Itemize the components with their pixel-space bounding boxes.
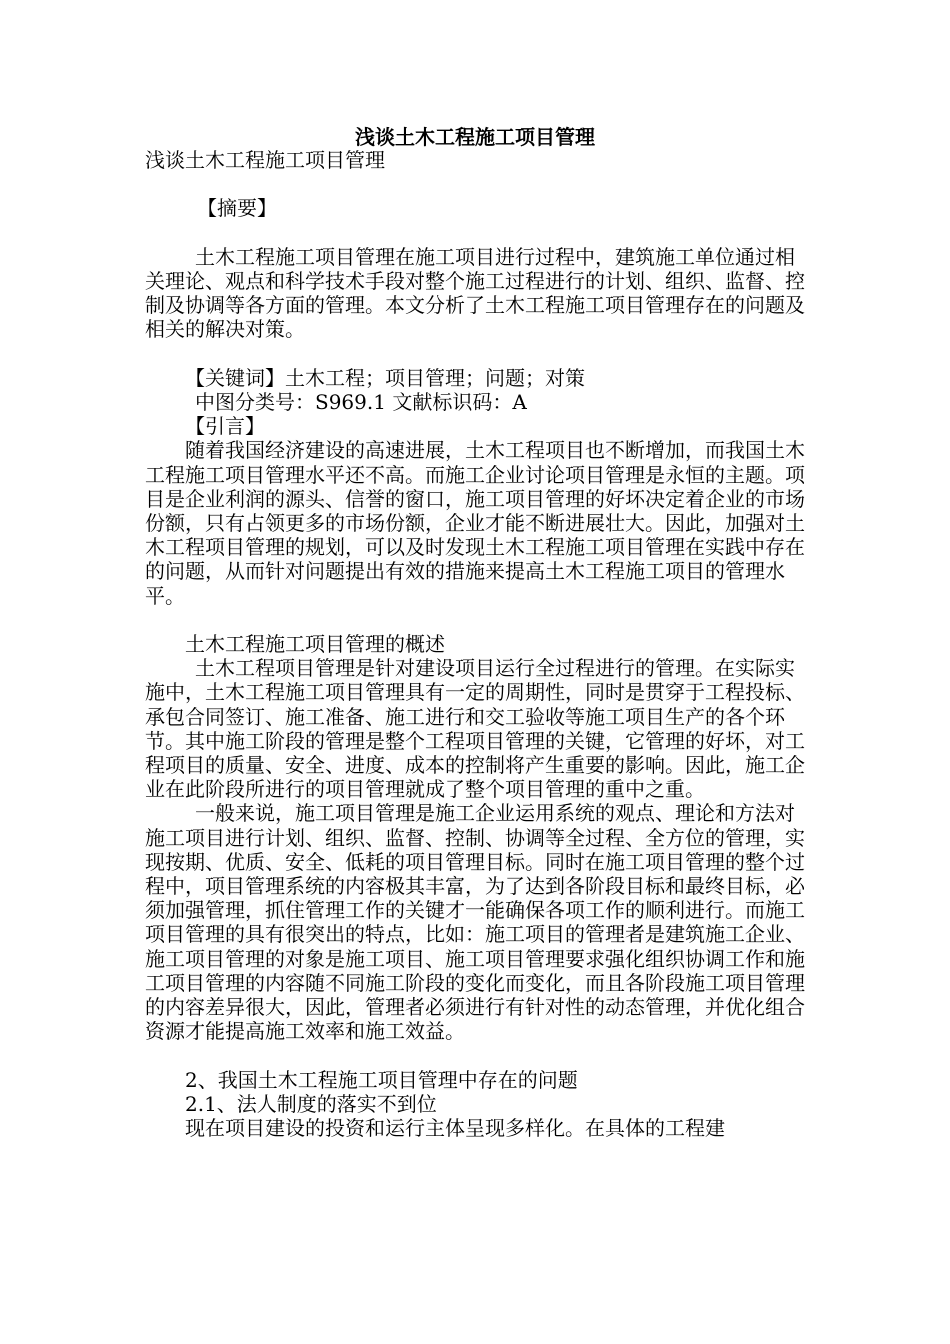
blank-line (145, 221, 810, 245)
blank-line (145, 608, 810, 632)
document-body (145, 148, 810, 1140)
overview-paragraph-1: 土木工程项目管理是针对建设项目运行全过程进行的管理。在实际实施中，土木工程施工项目管理具有一定的周期性，同时是贯穿于工程投标、承包合同签订、施工准备、施工进行和交工验收等施工项目生产的各个环节。其中施工阶段的管理是整个工程项目管理的关键，它管理的好坏，对工程项目的质量、安全、进度、成本的控制将产生重要的影响。因此，施工企业在此阶段所进行的项目管理就成了整个项目管理的重中之重。 (145, 656, 805, 802)
section-2-1-paragraph: 现在项目建设的投资和运行主体呈现多样化。在具体的工程建 (185, 1116, 725, 1141)
document-title: 浅谈土木工程施工项目管理 (355, 125, 595, 149)
abstract-heading: 【摘要】 (197, 196, 277, 221)
section-2-1-heading: 2.1、法人制度的落实不到位 (185, 1091, 437, 1116)
blank-line (145, 342, 810, 366)
overview-paragraph-2: 一般来说，施工项目管理是施工企业运用系统的观点、理论和方法对施工项目进行计划、组织、监督、控制、协调等全过程、全方位的管理，实现按期、优质、安全、低耗的项目管理目标。同时在施工项目管理的整个过程中，项目管理系统的内容极其丰富，为了达到各阶段目标和最终目标，必须加强管理，抓住管理工作的关键才一能确保各项工作的顺利进行。而施工项目管理的具有很突出的特点，比如：施工项目的管理者是建筑施工企业、施工项目管理的对象是施工项目、施工项目管理要求强化组织协调工作和施工项目管理的内容随不同施工阶段的变化而变化，而且各阶段施工项目管理的内容差异很大，因此，管理者必须进行有针对性的动态管理，并优化组合资源才能提高施工效率和施工效益。 (145, 801, 805, 1044)
section-2-heading: 2、我国土木工程施工项目管理中存在的问题 (185, 1067, 578, 1092)
intro-paragraph: 随着我国经济建设的高速进展，土木工程项目也不断增加，而我国土木工程施工项目管理水平还不高。而施工企业讨论项目管理是永恒的主题。项目是企业利润的源头、信誉的窗口，施工项目管理的好坏决定着企业的市场份额，只有占领更多的市场份额，企业才能不断进展壮大。因此，加强对土木工程项目管理的规划，可以及时发现土木工程施工项目管理在实践中存在的问题，从而针对问题提出有效的措施来提高土木工程施工项目的管理水平。 (145, 438, 805, 608)
intro-heading: 【引言】 (185, 414, 265, 439)
keywords-line: 【关键词】土木工程；项目管理；问题；对策 (185, 365, 585, 390)
blank-line (145, 1043, 810, 1067)
classification-line: 中图分类号：S969.1 文献标识码：A (195, 389, 527, 414)
blank-line (145, 172, 810, 196)
abstract-paragraph: 土木工程施工项目管理在施工项目进行过程中，建筑施工单位通过相关理论、观点和科学技术手段对整个施工过程进行的计划、组织、监督、控制及协调等各方面的管理。本文分析了土木工程施工项目管理存在的问题及相关的解决对策。 (145, 244, 805, 342)
document-subtitle: 浅谈土木工程施工项目管理 (145, 148, 385, 172)
overview-heading: 土木工程施工项目管理的概述 (185, 632, 445, 656)
